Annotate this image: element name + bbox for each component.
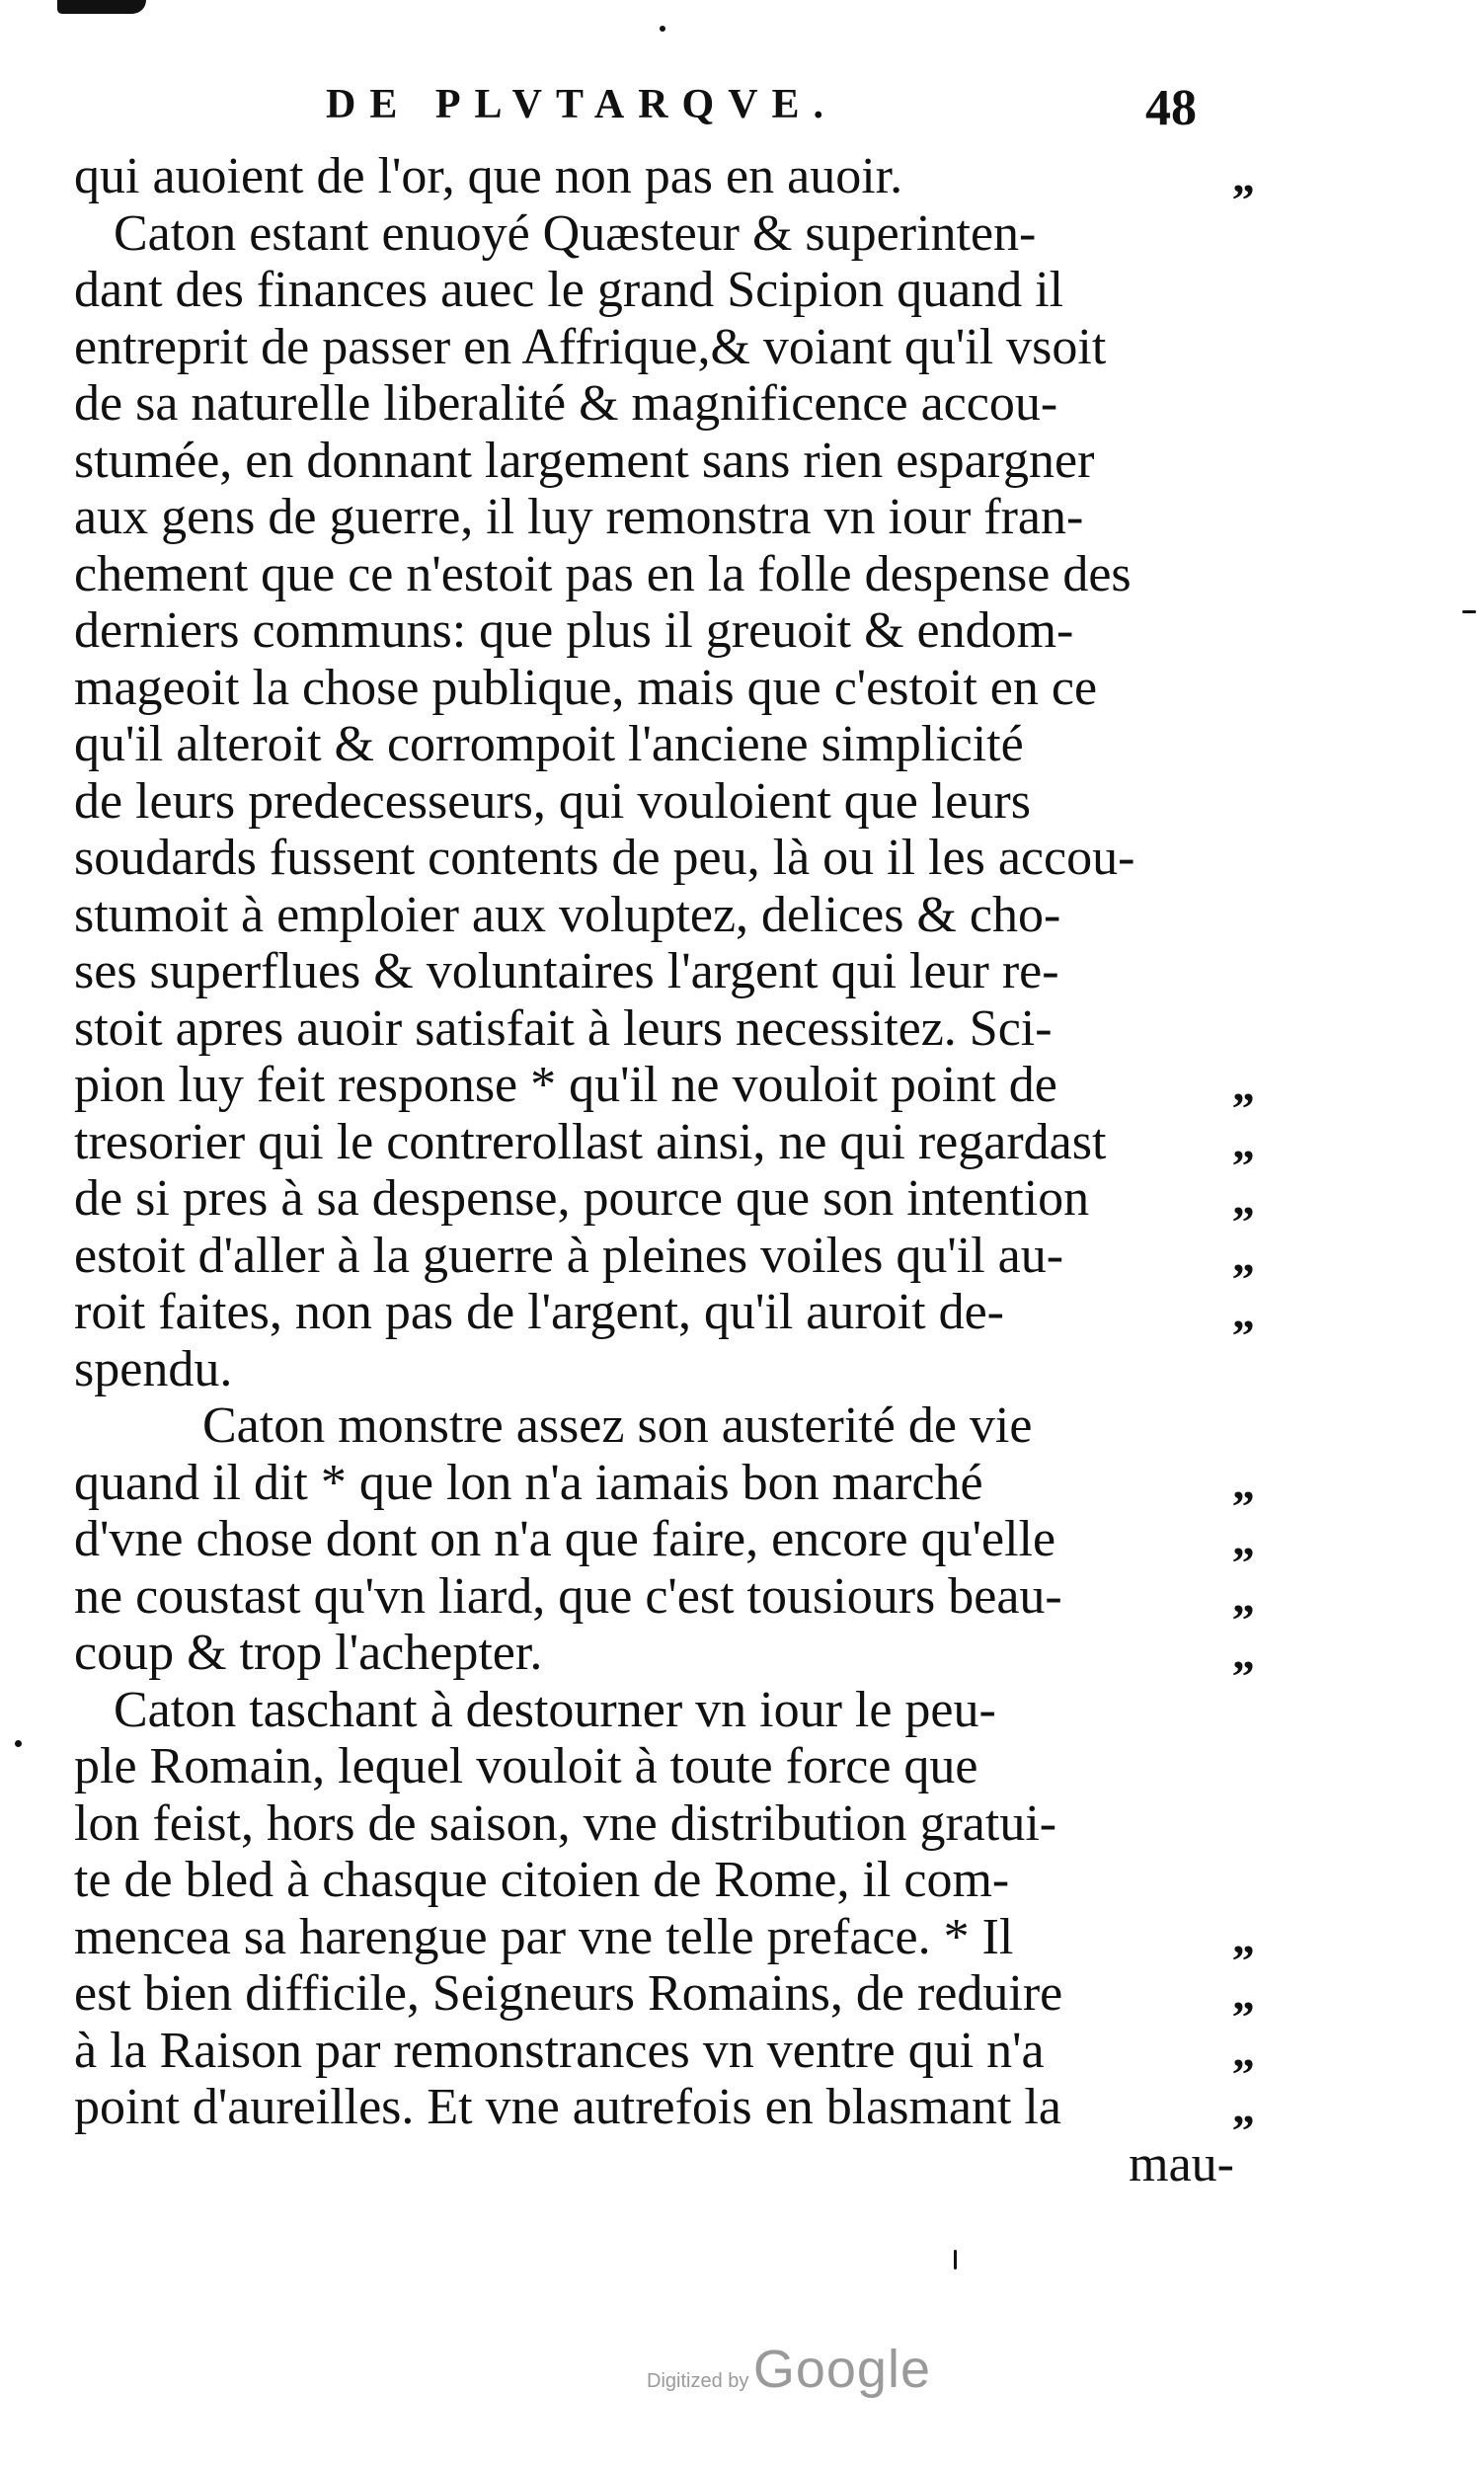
margin-mark xyxy=(1232,943,1291,1000)
text-line: coup & trop l'achepter. xyxy=(74,1625,543,1681)
page-number: 48 xyxy=(1145,80,1197,136)
margin-mark xyxy=(1232,1000,1291,1058)
margin-mark: „ xyxy=(1232,1570,1255,1622)
margin-mark: „ xyxy=(1232,1911,1255,1962)
text-line: mageoit la chose publique, mais que c'estoit en ce xyxy=(74,659,1098,716)
text-line: spendu. xyxy=(74,1340,233,1397)
text-line: estoit d'aller à la guerre à pleines voiles qu'il au- xyxy=(74,1227,1064,1284)
margin-mark: „ xyxy=(1232,1628,1255,1678)
catchword: mau- xyxy=(1129,2135,1234,2192)
margin-mark: „ xyxy=(1232,1457,1255,1508)
text-line: stumée, en donnant largement sans rien espargner xyxy=(74,432,1095,489)
digitization-credit xyxy=(647,2339,931,2400)
margin-mark xyxy=(1232,1738,1291,1795)
margin-mark: „ xyxy=(1232,1230,1255,1281)
margin-mark xyxy=(1232,433,1291,490)
margin-mark xyxy=(1232,1397,1291,1455)
text-line: de leurs predecesseurs, qui vouloient que leurs xyxy=(74,772,1031,830)
text-line: est bien difficile, Seigneurs Romains, de reduire xyxy=(74,1965,1063,2022)
margin-mark: „ xyxy=(1232,1173,1255,1224)
text-line: ne coustast qu'vn liard, que c'est tousiours beau- xyxy=(74,1567,1062,1625)
margin-mark xyxy=(1232,1682,1291,1739)
margin-mark xyxy=(1232,489,1291,546)
text-line: qu'il alteroit & corrompoit l'anciene simplicité xyxy=(74,716,1024,772)
margin-mark xyxy=(1232,660,1291,717)
text-line: de si pres à sa despense, pource que son intention xyxy=(74,1170,1090,1227)
text-line: pion luy feit response * qu'il ne vouloit point de xyxy=(74,1057,1057,1113)
text-line: Caton monstre assez son austerité de vie xyxy=(202,1397,1033,1454)
text-line: derniers communs: que plus il greuoit & endom- xyxy=(74,602,1074,659)
text-line: roit faites, non pas de l'argent, qu'il auroit de- xyxy=(74,1284,1004,1340)
text-line: ple Romain, lequel vouloit à toute force que xyxy=(74,1738,978,1794)
text-line: ses superflues & voluntaires l'argent qui leur re- xyxy=(74,943,1059,999)
text-line: stoit apres auoir satisfait à leurs necessitez. Sci- xyxy=(74,999,1053,1057)
margin-mark xyxy=(1232,773,1291,831)
text-line: lon feist, hors de saison, vne distribution gratui- xyxy=(74,1794,1057,1852)
text-line: Caton estant enuoyé Quæsteur & superinten- xyxy=(114,204,1037,262)
margin-mark xyxy=(1232,602,1291,660)
text-line: à la Raison par remonstrances vn ventre qui n'a xyxy=(74,2022,1045,2079)
text-line: stumoit à emploier aux voluptez, delices & cho- xyxy=(74,886,1061,943)
text-line: aux gens de guerre, il luy remonstra vn iour fran- xyxy=(74,489,1084,545)
margin-mark xyxy=(1232,319,1291,376)
margin-mark: „ xyxy=(1232,1287,1255,1337)
margin-mark xyxy=(1232,887,1291,944)
margin-mark xyxy=(1232,830,1291,887)
text-line: tresorier qui le contrerollast ainsi, ne qui regardast xyxy=(74,1113,1107,1170)
margin-mark xyxy=(1232,546,1291,603)
text-line: de sa naturelle liberalité & magnificence accou- xyxy=(74,375,1058,432)
margin-mark: „ xyxy=(1232,1968,1255,2019)
ink-speck xyxy=(1462,610,1476,613)
body-text xyxy=(74,148,1249,2192)
margin-mark xyxy=(1232,262,1291,319)
digitized-by-label: Digitized by xyxy=(647,2370,749,2392)
margin-mark xyxy=(1232,375,1291,433)
ink-speck xyxy=(660,26,665,32)
margin-mark: „ xyxy=(1232,2025,1255,2076)
text-line: mencea sa harengue par vne telle preface. * Il xyxy=(74,1908,1014,1965)
text-line: dant des finances auec le grand Scipion quand il xyxy=(74,262,1064,318)
margin-mark xyxy=(1232,2136,1291,2193)
margin-mark: „ xyxy=(1232,2082,1255,2132)
text-line: soudards fussent contents de peu, là ou il les accou- xyxy=(74,830,1135,886)
margin-mark: „ xyxy=(1232,1060,1255,1110)
margin-mark xyxy=(1232,1341,1291,1398)
margin-mark xyxy=(1232,716,1291,773)
margin-quote-marks xyxy=(1232,148,1291,2192)
ink-speck xyxy=(954,2250,957,2270)
ink-speck xyxy=(57,0,146,14)
margin-mark xyxy=(1232,1795,1291,1853)
margin-mark xyxy=(1232,205,1291,263)
margin-mark: „ xyxy=(1232,1116,1255,1167)
text-line: entreprit de passer en Affrique,& voiant qu'il vsoit xyxy=(74,318,1107,375)
margin-mark: „ xyxy=(1232,151,1255,201)
text-line: point d'aureilles. Et vne autrefois en blasmant la xyxy=(74,2079,1061,2135)
margin-mark: „ xyxy=(1232,1514,1255,1564)
text-line: te de bled à chasque citoien de Rome, il com- xyxy=(74,1852,1010,1908)
google-logo: Google xyxy=(752,2340,931,2399)
ink-speck xyxy=(15,1740,22,1747)
margin-mark xyxy=(1232,1852,1291,1909)
text-line: qui auoient de l'or, que non pas en auoir. xyxy=(74,148,903,204)
text-line: chement que ce n'estoit pas en la folle despense des xyxy=(74,545,1132,602)
text-line: quand il dit * que lon n'a iamais bon marché xyxy=(74,1454,983,1511)
text-line: Caton taschant à destourner vn iour le peu- xyxy=(114,1681,996,1738)
text-line: d'vne chose dont on n'a que faire, encore qu'elle xyxy=(74,1511,1056,1567)
running-title: DE PLVTARQVE. xyxy=(326,82,838,127)
